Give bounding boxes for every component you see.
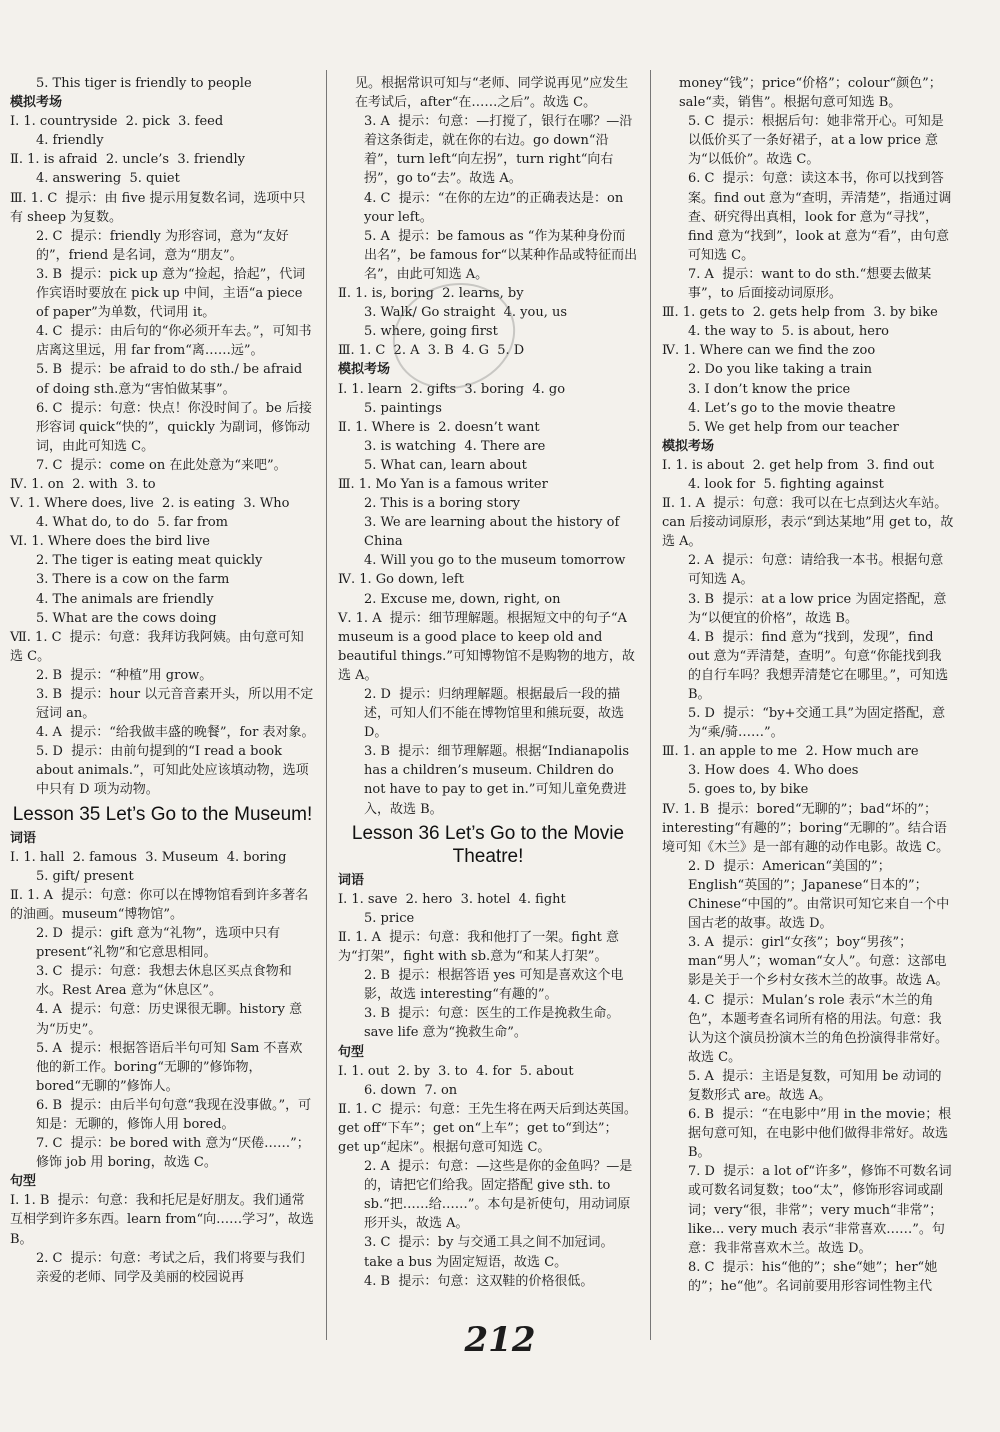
answer-line: 2. D 提示：American“美国的”；English“英国的”；Japanese“日本的”；Chinese“中国的”。由常识可知它来自一个中国古老的故事。故选 D。 <box>688 858 950 932</box>
answer-line: 5. What can, learn about <box>364 457 527 473</box>
answer-line: 4. friendly <box>36 133 104 149</box>
answer-line: 3. A 提示：girl“女孩”；boy“男孩”；man“男人”；woman“女人”。句意：这部电影是关于一个乡村女孩木兰的故事。故选 A。 <box>688 935 949 989</box>
answer-line: Ⅲ. 1. C 2. A 3. B 4. G 5. D <box>338 343 525 359</box>
answer-line: Ⅲ. 1. gets to 2. gets help from 3. by bike <box>662 305 938 321</box>
answer-line: Ⅰ. 1. learn 2. gifts 3. boring 4. go <box>338 381 566 397</box>
answer-line: 4. C 提示：由后句的“你必须开车去。”，可知书店离这里远，用 far from“离……远”。 <box>36 324 312 359</box>
answer-line: 7. D 提示：a lot of“许多”，修饰不可数名词或可数名词复数；too“太”，修饰形容词或副词；very“很，非常”；very much“非常”；like... very much 表示“非常喜欢……”。句意：我非常喜欢木兰。故选 D。 <box>688 1164 952 1256</box>
section-heading: 词语 <box>338 872 365 888</box>
answer-line: 7. C 提示：be bored with 意为“厌倦……”；修饰 job 用 boring，故选 C。 <box>36 1136 310 1171</box>
answer-line: 3. B 提示：细节理解题。根据“Indianapolis has a children’s museum. Children do not have to pay to get in.”可知儿童免费进入，故选 B。 <box>364 744 634 817</box>
answer-line: 5. What are the cows doing <box>36 610 217 626</box>
section-heading: 模拟考场 <box>338 362 391 378</box>
answer-line: 4. A 提示：“给我做丰盛的晚餐”，for 表对象。 <box>36 725 315 741</box>
answer-line: 6. down 7. on <box>364 1082 458 1098</box>
answer-line: 2. C 提示：句意：考试之后，我们将要与我们亲爱的老师、同学及美丽的校园说再 <box>36 1250 305 1285</box>
answer-line: 2. Do you like taking a train <box>688 362 873 378</box>
answer-line: 3. B 提示：pick up 意为“捡起，拾起”，代词作宾语时要放在 pick up 中间，主语“a piece of paper”为单数，代词用 it。 <box>36 266 307 321</box>
answer-line: 5. This tiger is friendly to people <box>36 76 252 91</box>
answer-line: 4. the way to 5. is about, hero <box>688 324 889 340</box>
answer-line: 3. C 提示：by 与交通工具之间不加冠词。take a bus 为固定短语，故选 C。 <box>364 1235 614 1270</box>
answer-line: 3. A 提示：句意：—打搅了，银行在哪？—沿着这条街走，就在你的右边。go down“沿着”，turn left“向左拐”，turn right“向右拐”，go to“去”。故选 A。 <box>364 114 633 187</box>
answer-line: 2. D 提示：gift 意为“礼物”，选项中只有 present“礼物”和它意思相同。 <box>36 926 285 961</box>
lesson-title: Lesson 36 Let’s Go to the Movie Theatre! <box>351 822 625 867</box>
column-middle <box>338 74 638 1291</box>
answer-line: Ⅲ. 1. Mo Yan is a famous writer <box>338 476 548 492</box>
answer-line: 5. D 提示：由前句提到的“I read a book about animals.”，可知此处应该填动物，选项中只有 D 项为动物。 <box>36 744 309 798</box>
answer-line: 3. C 提示：句意：我想去休息区买点食物和水。Rest Area 意为“休息区”。 <box>36 964 292 999</box>
answer-line: 6. B 提示：由后半句句意“我现在没事做。”，可知是：无聊的，修饰人用 bored。 <box>36 1097 312 1132</box>
answer-line: Ⅱ. 1. A 提示：句意：我可以在七点到达火车站。can 后接动词原形，表示“到达某地”用 get to，故选 A。 <box>662 496 954 550</box>
answer-line: Ⅰ. 1. B 提示：句意：我和托尼是好朋友。我们通常互相学到许多东西。learn from“向……学习”，故选 B。 <box>10 1193 318 1247</box>
answer-line: Ⅰ. 1. out 2. by 3. to 4. for 5. about <box>338 1063 574 1079</box>
answer-line: 4. The animals are friendly <box>36 591 214 607</box>
column-right <box>662 74 954 1296</box>
column-divider <box>326 70 327 1340</box>
section-heading: 模拟考场 <box>662 438 715 454</box>
answer-line: 6. C 提示：句意：快点！你没时间了。be 后接形容词 quick“快的”，quickly 为副词，修饰动词，由此可知选 C。 <box>36 400 312 454</box>
answer-line: 5. paintings <box>364 400 442 416</box>
answer-line: 7. C 提示：come on 在此处意为“来吧”。 <box>36 457 287 473</box>
answer-line: Ⅱ. 1. A 提示：句意：你可以在博物馆看到许多著名的油画。museum“博物馆”。 <box>10 887 309 922</box>
answer-line: 5. price <box>364 910 415 926</box>
answer-line: 2. C 提示：friendly 为形容词，意为“友好的”，friend 是名词，意为“朋友”。 <box>36 228 289 263</box>
answer-line: 5. where, going first <box>364 324 498 340</box>
answer-line: 4. B 提示：find 意为“找到，发现”，find out 意为“弄清楚，查明”。句意“你能找到我的自行车吗？我想弄清楚它在哪里。”，可知选 B。 <box>688 629 953 702</box>
answer-line: 8. C 提示：his“他的”；she“她”；her“她的”；he“他”。名词前要用形容词性物主代 <box>688 1259 938 1294</box>
answer-line: Ⅳ. 1. Where can we find the zoo <box>662 343 876 359</box>
answer-line: 2. A 提示：句意：请给我一本书。根据句意可知选 A。 <box>688 553 944 588</box>
answer-line: 2. Excuse me, down, right, on <box>364 591 561 607</box>
answer-line: 3. B 提示：at a low price 为固定搭配，意为“以便宜的价格”，故选 B。 <box>688 591 947 626</box>
answer-line: 3. I don’t know the price <box>688 381 851 397</box>
answer-line: 4. A 提示：句意：历史课很无聊。history 意为“历史”。 <box>36 1002 303 1037</box>
answer-line: Ⅲ. 1. C 提示：由 five 提示用复数名词，选项中只有 sheep 为复数。 <box>10 190 306 225</box>
answer-line: money“钱”；price“价格”；colour“颜色”；sale“卖，销售”。根据句意可知选 B。 <box>679 76 942 111</box>
answer-line: 3. Walk/ Go straight 4. you, us <box>364 305 567 321</box>
section-heading: 词语 <box>10 830 37 846</box>
answer-line: 6. C 提示：句意：读这本书，你可以找到答案。find out 意为“查明，弄清楚”，指通过调查、研究得出真相，look for 意为“寻找”，find 意为“找到”，look at 意为“看”，由句意可知选 C。 <box>688 171 952 263</box>
answer-line: 2. B 提示：“种植”用 grow。 <box>36 667 213 683</box>
answer-line: Ⅰ. 1. countryside 2. pick 3. feed <box>10 114 224 130</box>
answer-line: 5. C 提示：根据后句：她非常开心。可知是以低价买了一条好裙子，at a low price 意为“以低价”。故选 C。 <box>688 114 944 168</box>
answer-line: 2. D 提示：归纳理解题。根据最后一段的描述，可知人们不能在博物馆里和熊玩耍，故选 D。 <box>364 687 629 741</box>
answer-line: Ⅲ. 1. an apple to me 2. How much are <box>662 744 919 760</box>
answer-line: 5. We get help from our teacher <box>688 419 899 435</box>
section-heading: 模拟考场 <box>10 95 63 111</box>
answer-line: 5. D 提示：“by+交通工具”为固定搭配，意为“乘/骑……”。 <box>688 706 946 741</box>
answer-line: 4. What do, to do 5. far from <box>36 515 229 531</box>
answer-line: 4. Let’s go to the movie theatre <box>688 400 896 416</box>
answer-line: Ⅳ. 1. B 提示：bored“无聊的”；bad“坏的”；interesting“有趣的”；boring“无聊的”。结合语境可知《木兰》是一部有趣的动作电影。故选 C。 <box>662 801 950 855</box>
answer-line: Ⅳ. 1. on 2. with 3. to <box>10 476 156 492</box>
answer-line: 见。根据常识可知与“老师、同学说再见”应发生在考试后，after“在……之后”。故选 C。 <box>355 76 629 111</box>
answer-line: Ⅱ. 1. Where is 2. doesn’t want <box>338 419 540 435</box>
answer-line: 5. goes to, by bike <box>688 782 809 798</box>
section-heading: 句型 <box>10 1174 37 1190</box>
answer-line: Ⅱ. 1. is afraid 2. uncle’s 3. friendly <box>10 152 245 168</box>
answer-line: 4. Will you go to the museum tomorrow <box>364 553 626 569</box>
answer-line: 5. gift/ present <box>36 868 134 884</box>
answer-line: Ⅱ. 1. C 提示：句意：王先生将在两天后到达英国。get off“下车”；get on“上车”；get to“到达”；get up“起床”。根据句意可知选 C。 <box>338 1101 637 1155</box>
answer-line: 5. A 提示：主语是复数，可知用 be 动词的复数形式 are。故选 A。 <box>688 1068 942 1103</box>
answer-line: 4. C 提示：“在你的左边”的正确表达是：on your left。 <box>364 190 628 225</box>
answer-line: 2. The tiger is eating meat quickly <box>36 553 263 569</box>
answer-line: 2. B 提示：根据答语 yes 可知是喜欢这个电影，故选 interesting“有趣的”。 <box>364 968 624 1003</box>
answer-line: Ⅴ. 1. Where does, live 2. is eating 3. Who <box>10 496 290 512</box>
column-divider <box>650 70 651 1340</box>
lesson-title: Lesson 35 Let’s Go to the Museum! <box>12 803 313 825</box>
answer-line: Ⅵ. 1. Where does the bird live <box>10 534 210 550</box>
answer-line: Ⅱ. 1. A 提示：句意：我和他打了一架。fight 意为“打架”，fight with sb.意为“和某人打架”。 <box>338 929 620 965</box>
answer-line: 3. We are learning about the history of China <box>364 515 624 550</box>
answer-line: 3. How does 4. Who does <box>688 763 859 779</box>
answer-line: 4. answering 5. quiet <box>36 171 180 187</box>
answer-line: Ⅰ. 1. save 2. hero 3. hotel 4. fight <box>338 891 566 907</box>
answer-line: Ⅴ. 1. A 提示：细节理解题。根据短文中的句子“A museum is a good place to keep old and beautiful things.”可知博物馆不是购物的地方，故选 A。 <box>338 610 635 683</box>
answer-line: 4. C 提示：Mulan’s role 表示“木兰的角色”，本题考查名词所有格的用法。句意：我认为这个演员扮演木兰的角色扮演得非常好。故选 C。 <box>688 992 949 1065</box>
section-heading: 句型 <box>338 1044 365 1060</box>
answer-line: 5. A 提示：be famous as “作为某种身份而出名”，be famous for“以某种作品或特征而出名”，由此可知选 A。 <box>364 228 638 282</box>
answer-line: 2. A 提示：句意：—这些是你的金鱼吗？—是的，请把它们给我。固定搭配 give sth. to sb.“把……给……”。本句是祈使句，用动词原形开头，故选 A。 <box>364 1159 633 1232</box>
answer-line: 3. is watching 4. There are <box>364 438 546 454</box>
answer-line: 7. A 提示：want to do sth.“想要去做某事”，to 后面接动词原形。 <box>688 266 932 302</box>
answer-line: 6. B 提示：“在电影中”用 in the movie；根据句意可知，在电影中他们做得非常好。故选 B。 <box>688 1107 953 1161</box>
column-left <box>10 74 318 1287</box>
answer-line: 3. B 提示：句意：医生的工作是挽救生命。save life 意为“挽救生命”。 <box>364 1006 620 1041</box>
answer-line: 4. look for 5. fighting against <box>688 476 884 492</box>
answer-line: Ⅰ. 1. is about 2. get help from 3. find out <box>662 457 935 473</box>
answer-line: 2. This is a boring story <box>364 496 521 512</box>
page-number: 212 <box>464 1320 536 1360</box>
answer-line: Ⅰ. 1. hall 2. famous 3. Museum 4. boring <box>10 849 287 865</box>
answer-line: 4. B 提示：句意：这双鞋的价格很低。 <box>364 1273 594 1289</box>
answer-line: 5. B 提示：be afraid to do sth./ be afraid of doing sth.意为“害怕做某事”。 <box>36 362 307 397</box>
answer-line: 5. A 提示：根据答语后半句可知 Sam 不喜欢他的新工作。boring“无聊的”修饰物，bored“无聊的”修饰人。 <box>36 1040 303 1094</box>
answer-line: Ⅶ. 1. C 提示：句意：我拜访我阿姨。由句意可知选 C。 <box>10 629 304 664</box>
answer-line: Ⅳ. 1. Go down, left <box>338 572 464 588</box>
answer-line: 3. B 提示：hour 以元音音素开头，所以用不定冠词 an。 <box>36 687 314 722</box>
answer-line: 3. There is a cow on the farm <box>36 572 230 588</box>
answer-line: Ⅱ. 1. is, boring 2. learns, by <box>338 286 524 302</box>
